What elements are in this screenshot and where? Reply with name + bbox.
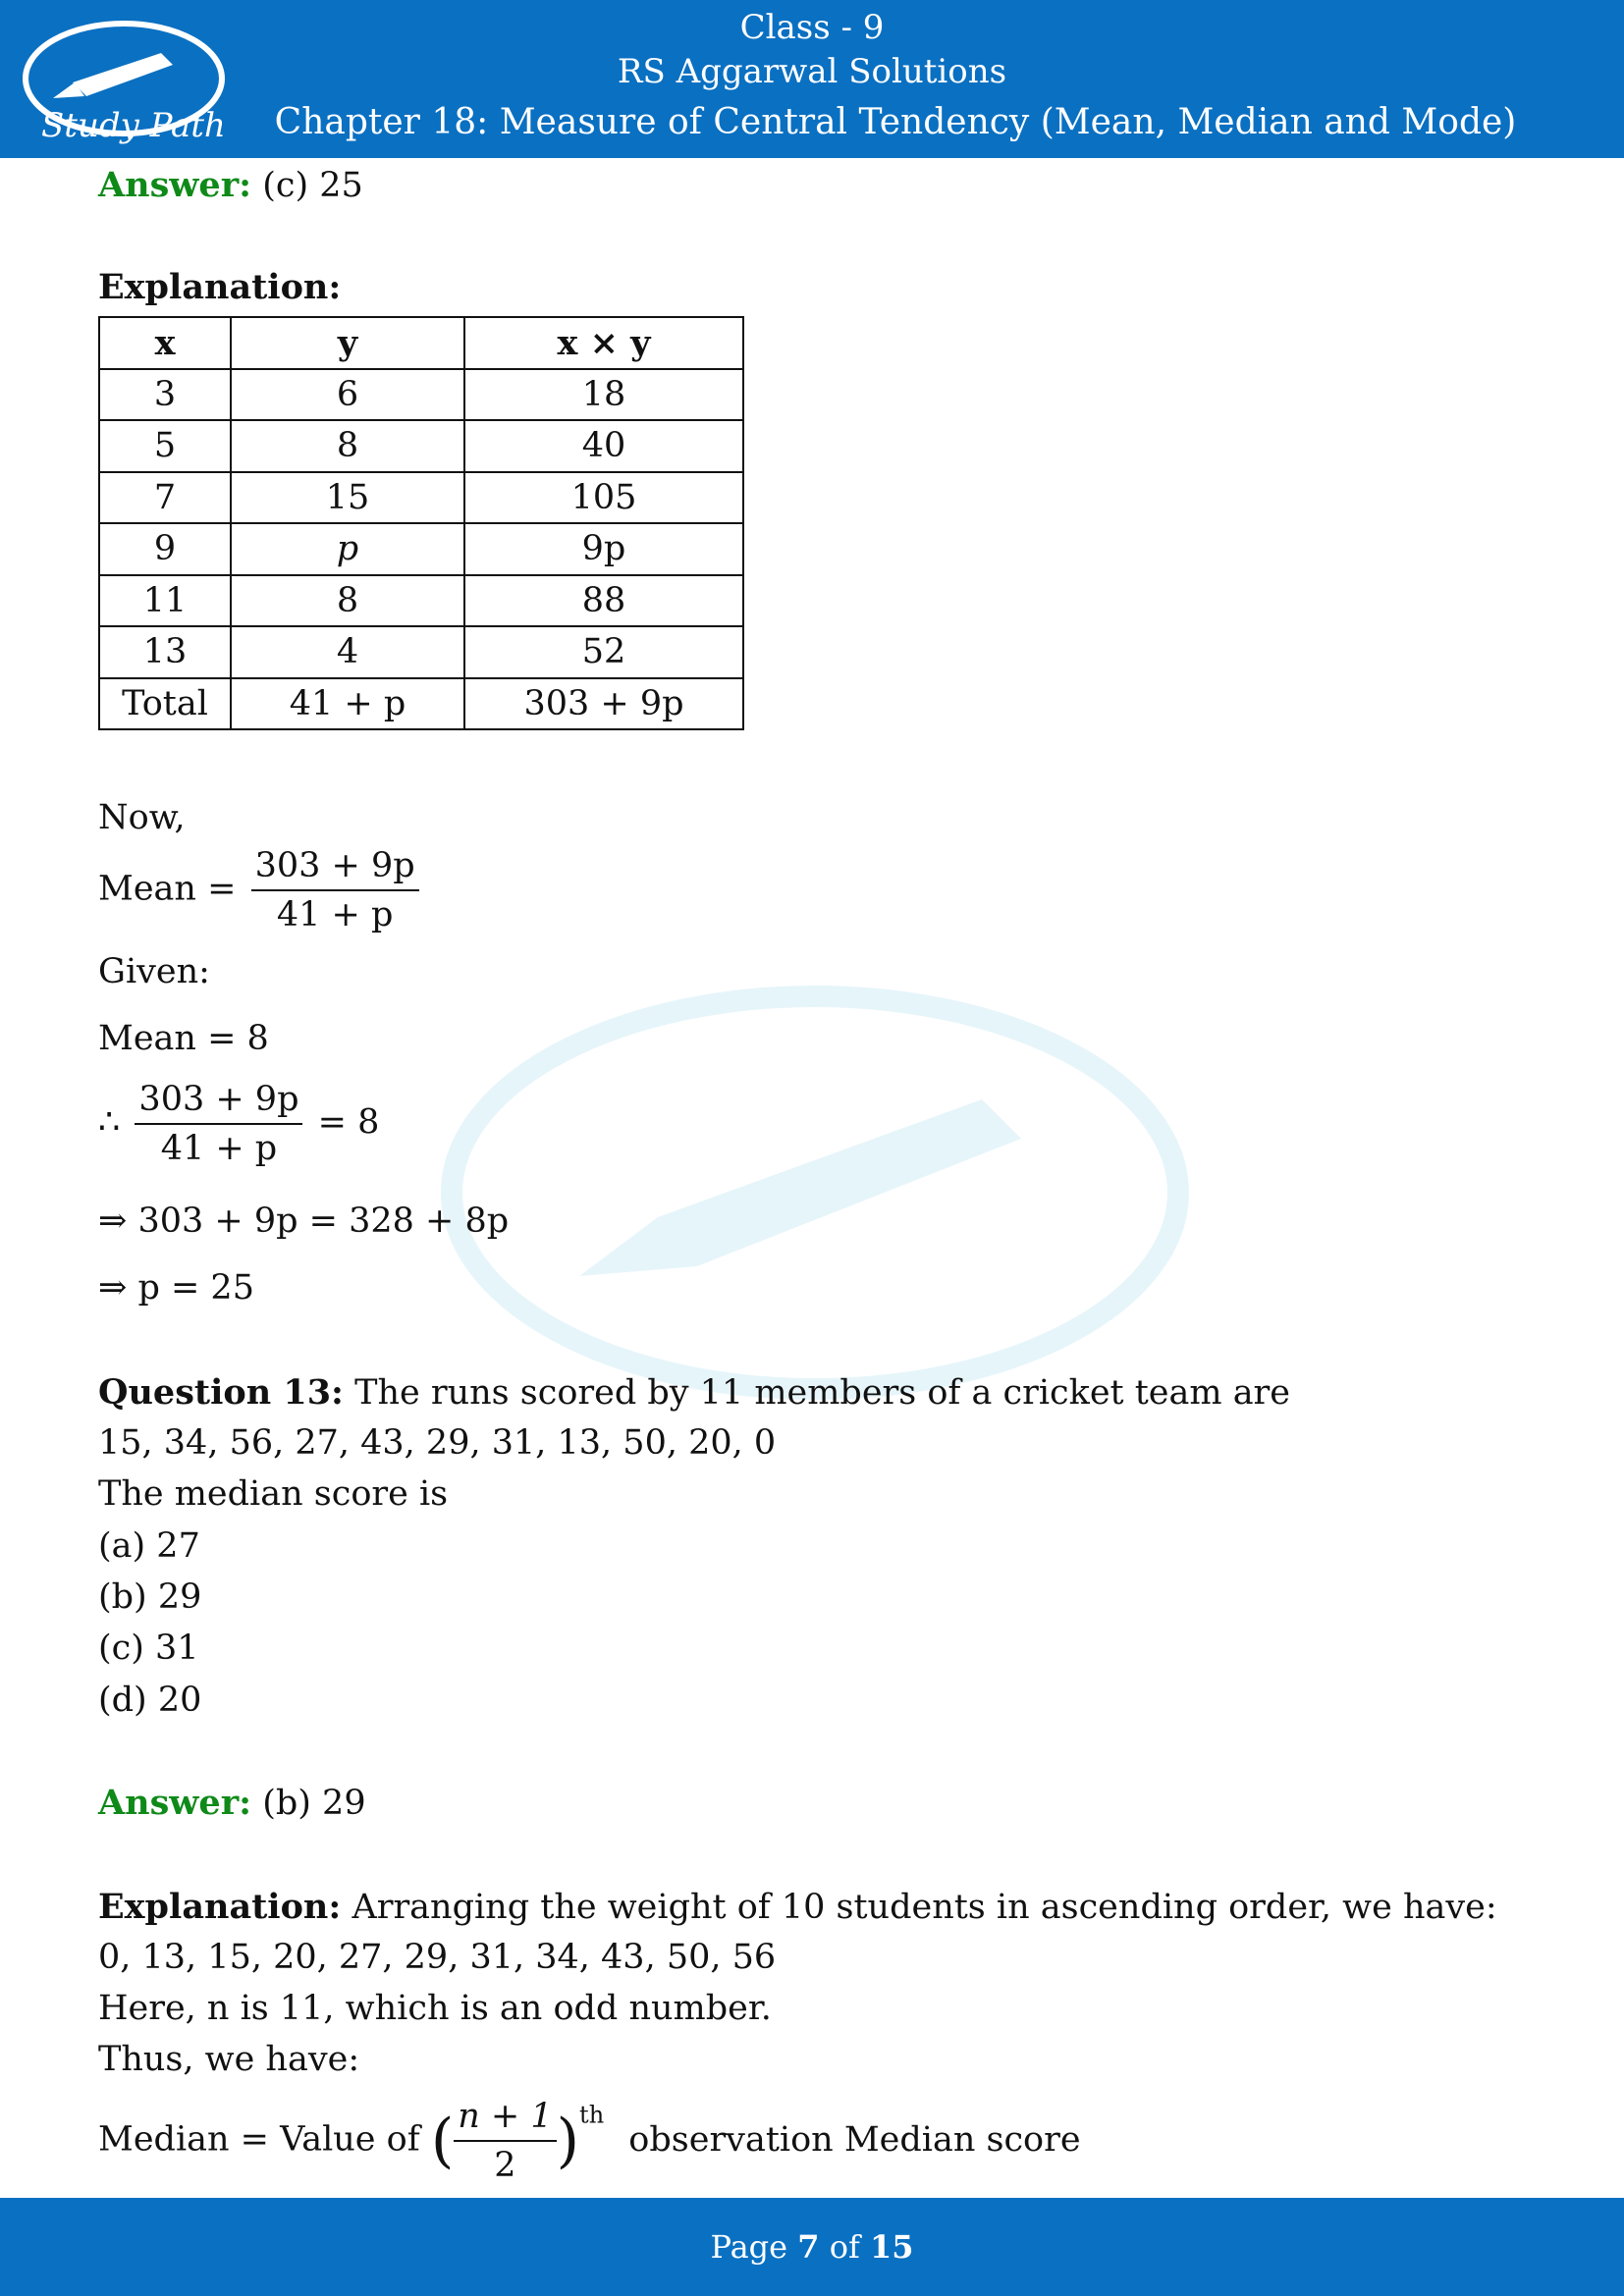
median-formula: Median = Value of ( $\frac{n + 1}{2}$ )$^{th}$ observation Median score — [98, 2097, 1081, 2185]
q12-answer: Answer: (c) 25 — [98, 165, 363, 205]
table-cell: 88 — [464, 575, 743, 627]
table-cell: 7 — [99, 472, 231, 524]
table-row — [99, 575, 743, 627]
table-cell: 13 — [99, 626, 231, 678]
sorted-data: 0, 13, 15, 20, 27, 29, 31, 34, 43, 50, 56 — [98, 1938, 777, 1977]
table-cell: Total — [99, 678, 231, 730]
option-c: (c) 31 — [98, 1629, 199, 1668]
n-statement: Here, n is 11, which is an odd number. — [98, 1989, 772, 2028]
step-2: ⇒ p = 25 — [98, 1268, 254, 1308]
table-row — [99, 420, 743, 472]
table-header-cell: x — [99, 317, 231, 369]
table-row — [99, 626, 743, 678]
median-fraction: $\frac{n + 1}{2}$ — [454, 2097, 556, 2185]
step-1: ⇒ 303 + 9p = 328 + 8p — [98, 1201, 510, 1241]
mean-given: Mean = 8 — [98, 1019, 269, 1058]
table-cell: 8 — [231, 420, 464, 472]
q13-prompt: The median score is — [98, 1474, 449, 1514]
table-header-cell: y — [231, 317, 464, 369]
mean-fraction: $\frac{303 + 9p}{41 + p}$ — [251, 846, 419, 934]
question-13: Question 13: The runs scored by 11 members of a cricket team are — [98, 1372, 1291, 1413]
equation-fraction: $\frac{303 + 9p}{41 + p}$ — [135, 1080, 302, 1168]
table-header-row — [99, 317, 743, 369]
mean-formula: Mean = $\frac{303 + 9p}{41 + p}$ — [98, 846, 423, 934]
table-total-row — [99, 678, 743, 730]
option-a: (a) 27 — [98, 1526, 200, 1566]
explanation-heading: Explanation: — [98, 267, 342, 307]
mean-equation: ∴ $\frac{303 + 9p}{41 + p}$ = 8 — [98, 1080, 380, 1168]
table-cell: 15 — [231, 472, 464, 524]
table-cell: 5 — [99, 420, 231, 472]
option-b: (b) 29 — [98, 1577, 202, 1617]
table-cell: 52 — [464, 626, 743, 678]
table-cell: 9 — [99, 523, 231, 575]
thus-text: Thus, we have: — [98, 2040, 360, 2079]
xy-table — [98, 316, 744, 730]
current-page: 7 — [797, 2228, 820, 2266]
table-cell: 8 — [231, 575, 464, 627]
table-cell: 6 — [231, 369, 464, 421]
table-header-cell: x × y — [464, 317, 743, 369]
chapter-title: Chapter 18: Measure of Central Tendency (Mean, Median and Mode) — [274, 102, 1517, 142]
page-header — [0, 0, 1624, 158]
table-cell: 303 + 9p — [464, 678, 743, 730]
explanation-2: Explanation: Arranging the weight of 10 students in ascending order, we have: — [98, 1887, 1497, 1927]
given-text: Given: — [98, 952, 210, 991]
table-row — [99, 472, 743, 524]
table-cell: 3 — [99, 369, 231, 421]
q13-answer: Answer: (b) 29 — [98, 1783, 366, 1823]
table-cell: 4 — [231, 626, 464, 678]
q13-data: 15, 34, 56, 27, 43, 29, 31, 13, 50, 20, 0 — [98, 1423, 777, 1463]
table-cell: p — [231, 523, 464, 575]
now-text: Now, — [98, 798, 186, 837]
table-cell: 11 — [99, 575, 231, 627]
watermark-logo — [432, 972, 1198, 1414]
table-cell: 105 — [464, 472, 743, 524]
book-title: RS Aggarwal Solutions — [617, 52, 1007, 91]
total-pages: 15 — [869, 2228, 914, 2266]
table-cell: 40 — [464, 420, 743, 472]
table-cell: 41 + p — [231, 678, 464, 730]
table-cell: 18 — [464, 369, 743, 421]
page-footer: Page 7 of 15 — [0, 2198, 1624, 2296]
svg-text:Study Path: Study Path — [41, 106, 226, 145]
option-d: (d) 20 — [98, 1681, 202, 1720]
table-cell: 9p — [464, 523, 743, 575]
class-title: Class - 9 — [739, 8, 885, 47]
table-row — [99, 369, 743, 421]
table-row — [99, 523, 743, 575]
